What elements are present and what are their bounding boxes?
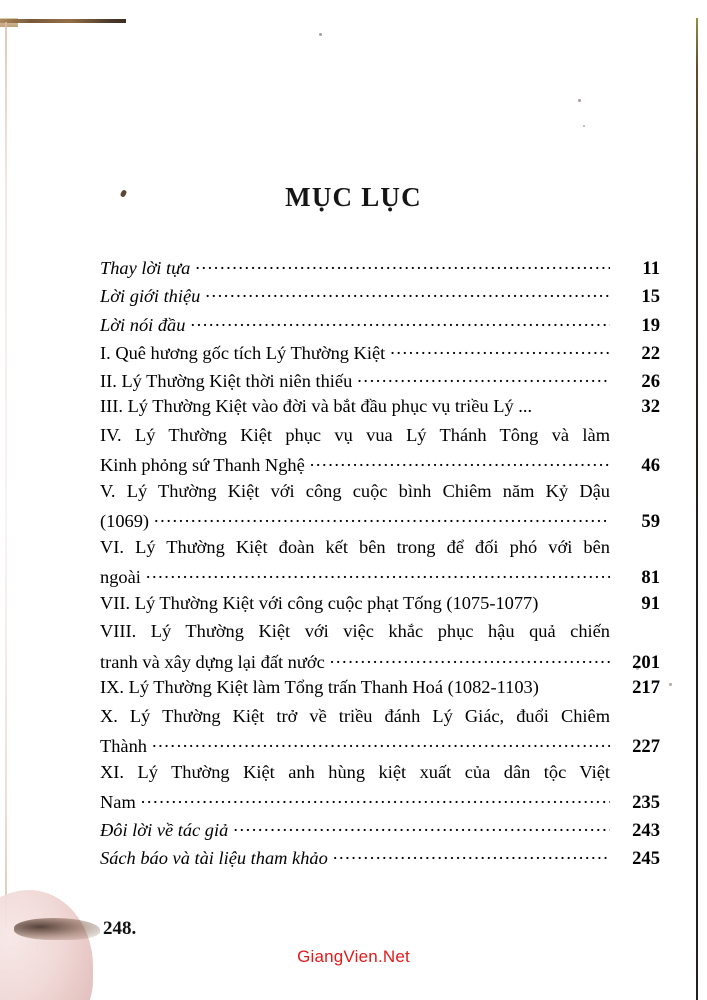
- toc-entry-page-number: 19: [641, 314, 660, 336]
- watermark-giangvien: GiangVien.Net: [297, 947, 410, 966]
- toc-entry[interactable]: [100, 396, 660, 424]
- toc-entry-body: [100, 706, 616, 727]
- toc-entry[interactable]: [100, 621, 660, 649]
- toc-dot-leader: [195, 256, 610, 274]
- toc-entry-label: Đôi lời về tác giả: [100, 820, 229, 841]
- toc-entry-label: II. Lý Thường Kiệt thời niên thiếu: [100, 370, 353, 391]
- toc-entry-page-number: 15: [641, 286, 660, 308]
- toc-entry-page-number: 217: [632, 677, 660, 699]
- toc-entry-label: IX. Lý Thường Kiệt làm Tổng trấn Thanh Hoá (1082-1103): [100, 677, 539, 698]
- toc-entry-body: [100, 677, 616, 698]
- toc-dot-leader: [333, 846, 610, 864]
- toc-entry-label: VII. Lý Thường Kiệt với công cuộc phạt Tống (1075-1077): [100, 593, 539, 614]
- scan-edge-artifact-right: [696, 18, 698, 1000]
- toc-entry-label: (1069): [100, 511, 150, 532]
- toc-dot-leader: [190, 312, 610, 330]
- toc-entry[interactable]: [100, 368, 660, 396]
- toc-entry-body: [100, 340, 616, 363]
- toc-entry-label: Lời nói đầu: [100, 314, 186, 335]
- toc-entry[interactable]: [100, 481, 660, 509]
- scan-speck-artifact: [578, 99, 581, 102]
- toc-dot-leader: [330, 649, 610, 667]
- toc-entry-body: [100, 481, 616, 502]
- toc-entry[interactable]: [100, 706, 660, 734]
- toc-entry-page-number: 201: [632, 651, 660, 673]
- toc-entry-label: Thành: [100, 735, 147, 756]
- toc-entry-body: [100, 621, 616, 642]
- toc-entry[interactable]: [100, 425, 660, 453]
- toc-entry-page-number: 91: [641, 593, 660, 615]
- toc-dot-leader: [141, 790, 610, 808]
- toc-entry-body: [100, 453, 616, 476]
- toc-entry-body: [100, 256, 616, 279]
- toc-entry-page-number: 11: [642, 258, 660, 280]
- toc-entry[interactable]: [100, 734, 660, 762]
- toc-entry-label: IV. Lý Thường Kiệt phục vụ vua Lý Thánh Tông và làm: [100, 424, 610, 445]
- toc-dot-leader: [310, 453, 610, 471]
- toc-entry-label: Nam: [100, 792, 136, 813]
- toc-entry-label: ngoài: [100, 567, 141, 588]
- toc-entry-label: Thay lời tựa: [100, 258, 191, 279]
- toc-entry[interactable]: [100, 818, 660, 846]
- toc-entry-label: Sách báo và tài liệu tham khảo: [100, 848, 328, 869]
- toc-dot-leader: [154, 509, 610, 527]
- toc-entry-label: VIII. Lý Thường Kiệt với việc khắc phục hậu quả chiến: [100, 621, 610, 642]
- toc-entry-body: [100, 818, 616, 841]
- toc-entry[interactable]: [100, 593, 660, 621]
- toc-entry-label: V. Lý Thường Kiệt với công cuộc bình Chiêm năm Kỷ Dậu: [100, 480, 610, 501]
- toc-entry-body: [100, 368, 616, 391]
- toc-entry-page-number: 26: [641, 370, 660, 392]
- toc-entry[interactable]: [100, 846, 660, 874]
- toc-entry[interactable]: [100, 312, 660, 340]
- toc-entry[interactable]: [100, 509, 660, 537]
- toc-entry-body: [100, 312, 616, 335]
- toc-entry-label: XI. Lý Thường Kiệt anh hùng kiệt xuất của dân tộc Việt: [100, 761, 610, 782]
- toc-dot-leader: [146, 565, 610, 583]
- toc-entry[interactable]: [100, 565, 660, 593]
- toc-entry-body: [100, 593, 616, 614]
- toc-entry-body: [100, 537, 616, 558]
- toc-entry-label: VI. Lý Thường Kiệt đoàn kết bên trong để đối phó với bên: [100, 536, 610, 557]
- toc-entry-page-number: 235: [632, 792, 660, 814]
- toc-entry-body: [100, 396, 616, 417]
- toc-entry[interactable]: [100, 677, 660, 705]
- toc-entry-body: [100, 425, 616, 446]
- toc-entry-page-number: 46: [641, 455, 660, 477]
- toc-entry-page-number: 22: [641, 342, 660, 364]
- toc-entry[interactable]: [100, 790, 660, 818]
- toc-entry[interactable]: [100, 284, 660, 312]
- toc-entry-page-number: 59: [641, 511, 660, 533]
- toc-entry-label: X. Lý Thường Kiệt trở về triều đánh Lý Giác, đuổi Chiêm: [100, 705, 610, 726]
- scan-thumb-artifact: [0, 890, 93, 1000]
- toc-entry[interactable]: [100, 340, 660, 368]
- toc-entry[interactable]: [100, 649, 660, 677]
- toc-dot-leader: [233, 818, 610, 836]
- page-title: MỤC LỤC: [285, 182, 422, 212]
- toc-entry-label: I. Quê hương gốc tích Lý Thường Kiệt: [100, 342, 386, 363]
- toc-entry-page-number: 243: [632, 820, 660, 842]
- toc-entry-label: III. Lý Thường Kiệt vào đời và bắt đầu phục vụ triều Lý ...: [100, 396, 533, 417]
- scan-speck-artifact: [583, 125, 585, 127]
- toc-dot-leader: [152, 734, 610, 752]
- toc-dot-leader: [390, 340, 610, 358]
- toc-dot-leader: [205, 284, 610, 302]
- toc-entry-body: [100, 565, 616, 588]
- toc-entry-label: Lời giới thiệu: [100, 286, 201, 307]
- toc-entry-body: [100, 284, 616, 307]
- toc-entry-label: tranh và xây dựng lại đất nước: [100, 651, 325, 672]
- toc-entry-page-number: 245: [632, 848, 660, 870]
- toc-entry-page-number: 81: [641, 567, 660, 589]
- toc-entry-page-number: 227: [632, 735, 660, 757]
- toc-entry-body: [100, 846, 616, 869]
- scan-speck-artifact: [319, 33, 322, 36]
- toc-entry-body: [100, 734, 616, 757]
- page-number: 248.: [103, 918, 137, 939]
- toc-entry-body: [100, 509, 616, 532]
- scan-edge-artifact-top: [0, 19, 126, 23]
- table-of-contents: [100, 256, 660, 874]
- toc-entry-body: [100, 649, 616, 672]
- toc-entry[interactable]: [100, 453, 660, 481]
- scan-edge-artifact-left: [5, 22, 7, 927]
- toc-entry-page-number: 32: [641, 396, 660, 418]
- scan-thumb-shadow-artifact: [14, 918, 100, 940]
- toc-entry-label: Kinh phỏng sứ Thanh Nghệ: [100, 455, 305, 476]
- toc-entry-body: [100, 790, 616, 813]
- toc-entry[interactable]: [100, 256, 660, 284]
- toc-entry[interactable]: [100, 537, 660, 565]
- toc-entry[interactable]: [100, 762, 660, 790]
- scan-speck-artifact: [669, 683, 672, 686]
- toc-entry-body: [100, 762, 616, 783]
- toc-dot-leader: [357, 368, 610, 386]
